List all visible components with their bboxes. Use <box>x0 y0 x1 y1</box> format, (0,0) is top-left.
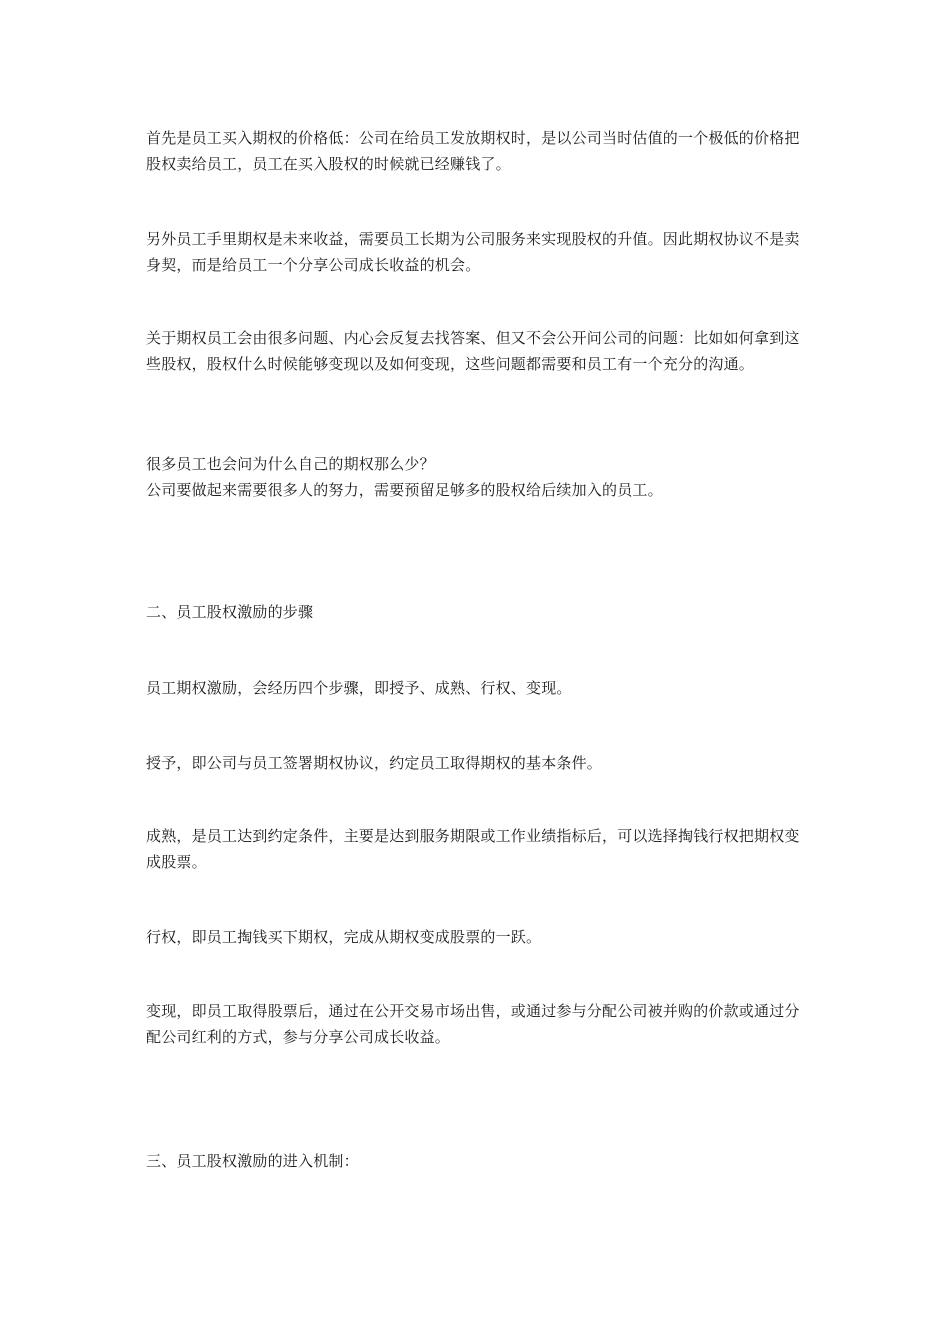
paragraph-liquidation: 变现，即员工取得股票后，通过在公开交易市场出售，或通过参与分配公司被并购的价款或通过分配公司红利的方式，参与分享公司成长收益。 <box>146 1002 800 1046</box>
paragraph-exercise: 行权，即员工掏钱买下期权，完成从期权变成股票的一跃。 <box>146 928 542 946</box>
paragraph-grant: 授予，即公司与员工签署期权协议，约定员工取得期权的基本条件。 <box>146 754 603 772</box>
paragraph-four-steps: 员工期权激励，会经历四个步骤，即授予、成熟、行权、变现。 <box>146 679 572 697</box>
paragraph-employee-questions: 关于期权员工会由很多问题、内心会反复去找答案、但又不会公开问公司的问题：比如如何拿到这些股权，股权什么时候能够变现以及如何变现，这些问题都需要和员工有一个充分的沟通。 <box>146 329 800 373</box>
paragraph-why-few-options: 很多员工也会问为什么自己的期权那么少？ 公司要做起来需要很多人的努力，需要预留足够多的股权给后续加入的员工。 <box>146 455 663 499</box>
paragraph-vesting: 成熟，是员工达到约定条件，主要是达到服务期限或工作业绩指标后，可以选择掏钱行权把期权变成股票。 <box>146 827 800 871</box>
paragraph-option-price: 首先是员工买入期权的价格低：公司在给员工发放期权时，是以公司当时估值的一个极低的价格把股权卖给员工，员工在买入股权的时候就已经赚钱了。 <box>146 129 800 173</box>
paragraph-future-income: 另外员工手里期权是未来收益，需要员工长期为公司服务来实现股权的升值。因此期权协议不是卖身契，而是给员工一个分享公司成长收益的机会。 <box>146 230 800 274</box>
section-heading-entry-mechanism: 三、员工股权激励的进入机制： <box>146 1152 359 1170</box>
section-heading-steps: 二、员工股权激励的步骤 <box>146 603 314 621</box>
